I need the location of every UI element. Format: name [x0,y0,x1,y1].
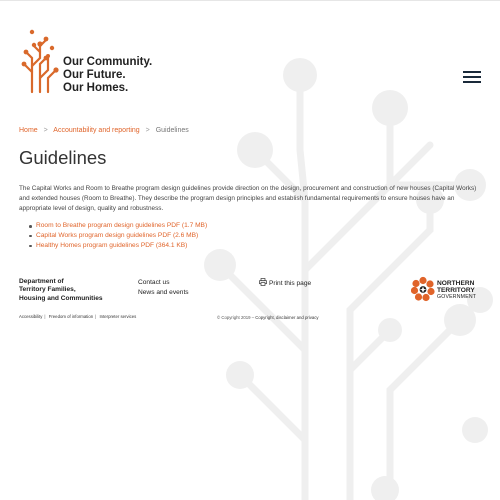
department-line-3: Housing and Communities [19,294,103,302]
department-line-2: Territory Families, [19,286,76,294]
breadcrumb [19,127,189,134]
department-line-1: Department of [19,278,64,285]
print-label: Print this page [269,280,312,287]
copyright-text: © Copyright 2019 – [217,315,256,320]
list-item [19,231,207,241]
menu-bar-1 [463,71,481,73]
breadcrumb-current: Guidelines [155,127,189,134]
nt-line-1: NORTHERN [437,280,475,287]
freedom-of-information-link[interactable]: Freedom of information [48,314,94,319]
logo-line-2: Our Future. [63,69,126,81]
document-list [19,221,207,250]
menu-bar-3 [463,81,481,83]
link-divider: | [44,314,46,319]
logo-line-3: Our Homes. [63,82,129,94]
footer-department [19,278,103,303]
link-divider: | [95,314,97,319]
room-to-breathe-pdf-link[interactable]: Room to Breathe program design guidelines PDF (1.7 MB) [36,222,208,229]
copyright-notice [217,315,319,320]
news-and-events-link[interactable]: News and events [138,288,189,296]
healthy-homes-pdf-link[interactable]: Healthy Homes program guidelines PDF (364.1 KB) [36,241,188,249]
nt-line-3: GOVERNMENT [437,294,477,300]
page-title: Guidelines [19,147,107,168]
nt-government-wordmark [437,280,476,301]
footer-legal-links [19,314,136,319]
top-border [0,0,500,1]
logo-tagline[interactable] [63,56,152,95]
intro-paragraph: The Capital Works and Room to Breathe program design guidelines provide direction on the design, procurement and construction of new houses (Capital Works) and extended houses (Room to Breathe). They describe the program design principles and establish fundamental requirements to ensure houses have an appropriate level of design, quality and robustness. [19,185,477,212]
accessibility-link[interactable]: Accessibility [19,314,43,319]
menu-bar-2 [463,76,481,78]
contact-us-link[interactable]: Contact us [138,279,170,286]
copyright-disclaimer-privacy-link[interactable]: Copyright, disclaimer and privacy [255,315,319,320]
footer-links [138,278,189,297]
capital-works-pdf-link[interactable]: Capital Works program design guidelines PDF (2.6 MB) [36,231,199,239]
hamburger-menu-icon[interactable] [463,71,481,83]
breadcrumb-separator: > [145,127,150,134]
interpreter-services-link[interactable]: Interpreter services [99,314,137,319]
breadcrumb-accountability[interactable]: Accountability and reporting [53,127,140,134]
breadcrumb-home[interactable]: Home [19,127,38,134]
list-item [19,221,207,231]
background-tree-pattern [180,50,500,500]
list-item [19,241,207,251]
breadcrumb-separator: > [43,127,48,134]
print-page-button[interactable] [259,278,311,287]
printer-icon [259,278,267,286]
nt-line-2: TERRITORY [437,287,475,294]
logo-line-1: Our Community. [63,56,153,68]
